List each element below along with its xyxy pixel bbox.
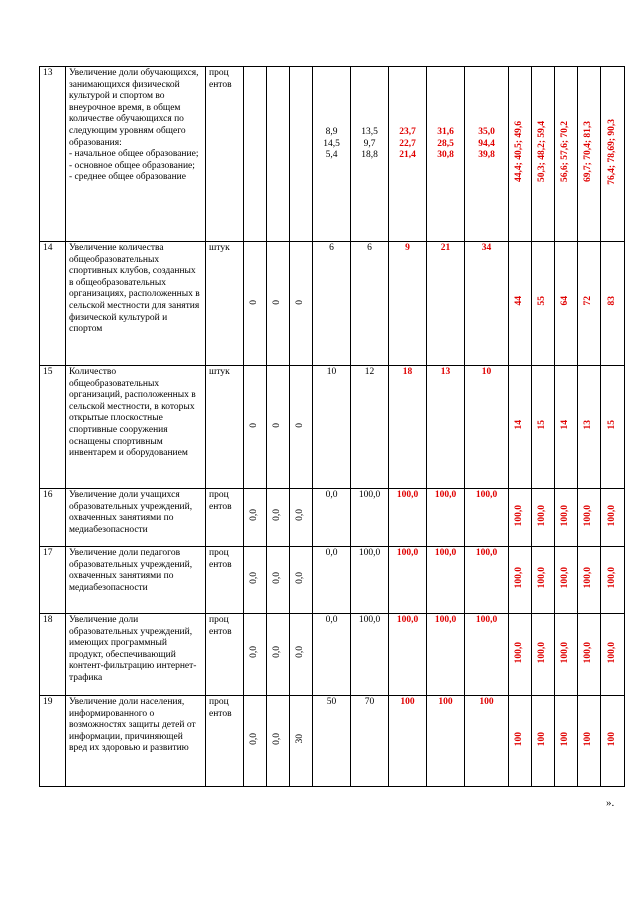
value-7-line: 30,8	[437, 150, 454, 161]
value-8-line: 100,0	[475, 615, 498, 625]
row-number: 17	[40, 547, 66, 614]
forecast-5	[601, 242, 625, 366]
value-6-line: 100,0	[396, 615, 419, 625]
forecast-2-text: 100,0	[537, 641, 548, 663]
base-value-1-text: 0,0	[249, 732, 260, 745]
table-row	[40, 366, 625, 489]
forecast-3	[555, 242, 578, 366]
value-6-line: 100,0	[396, 548, 419, 558]
forecast-3-text: 100,0	[560, 641, 571, 663]
forecast-3-text: 100,0	[560, 567, 571, 589]
forecast-3-text: 56,6; 57,6; 70,2	[560, 121, 571, 183]
value-8-line: 100,0	[475, 548, 498, 558]
value-4-line: 5,4	[325, 150, 338, 161]
forecast-2-text: 100,0	[537, 504, 548, 526]
value-7-line: 21	[440, 243, 451, 253]
base-value-2	[267, 67, 290, 242]
forecast-4	[578, 242, 601, 366]
value-5	[351, 489, 389, 547]
value-6	[389, 547, 427, 614]
base-value-2	[267, 242, 290, 366]
indicator-name: Увеличение доли педагогов образовательных учреждений, охваченных занятиями по медиабезопасности	[66, 547, 206, 614]
base-value-1-text: 0,0	[249, 509, 260, 522]
forecast-2-text: 55	[537, 296, 548, 306]
value-6	[389, 696, 427, 787]
forecast-4-text: 100,0	[583, 641, 594, 663]
value-4	[313, 489, 351, 547]
value-5-line: 100,0	[358, 548, 381, 558]
value-7	[427, 67, 465, 242]
forecast-1-text: 14	[514, 419, 525, 430]
base-value-1-text: 0,0	[249, 646, 260, 659]
value-7	[427, 547, 465, 614]
forecast-5-text: 100,0	[606, 504, 617, 526]
base-value-2	[267, 489, 290, 547]
base-value-1	[244, 489, 267, 547]
unit-cell: проц ентов	[206, 614, 244, 696]
value-4	[313, 547, 351, 614]
unit-cell: штук	[206, 366, 244, 489]
forecast-2-text: 100	[537, 731, 548, 746]
forecast-5	[601, 366, 625, 489]
value-8	[465, 614, 509, 696]
forecast-1	[509, 67, 532, 242]
row-number: 18	[40, 614, 66, 696]
value-6	[389, 366, 427, 489]
base-value-2-text: 0,0	[272, 571, 283, 584]
value-6-line: 23,7	[399, 127, 416, 138]
forecast-3	[555, 67, 578, 242]
base-value-3-text: 0	[295, 299, 306, 305]
indicator-name: Количество общеобразовательных организаций, расположенных в сельской местности, в которых открытые плоскостные спортивные сооружения оснащены спортивным инвентарем и оборудованием	[66, 366, 206, 489]
forecast-3	[555, 489, 578, 547]
value-5-line: 12	[364, 367, 375, 377]
forecast-4	[578, 696, 601, 787]
base-value-3-text: 0,0	[295, 509, 306, 522]
base-value-2-text: 0	[272, 423, 283, 429]
indicator-name: Увеличение доли обучающихся, занимающихся физической культурой и спортом во внеурочное время, в общем количестве обучающихся по следующим уровням общего образования: - начальное общее образование; - основное общее образование; - среднее общее образование	[66, 67, 206, 242]
value-7-line: 31,6	[437, 127, 454, 138]
value-5-line: 9,7	[363, 138, 376, 149]
value-7	[427, 696, 465, 787]
forecast-4-text: 72	[583, 296, 594, 306]
base-value-3-text: 0	[295, 423, 306, 429]
value-4-line: 0,0	[325, 615, 338, 625]
value-6	[389, 67, 427, 242]
value-8-line: 10	[481, 367, 492, 377]
forecast-1	[509, 614, 532, 696]
forecast-3-text: 100	[560, 731, 571, 746]
value-4-line: 14,5	[323, 138, 340, 149]
base-value-3-text: 30	[295, 733, 306, 744]
forecast-1-text: 100,0	[514, 641, 525, 663]
row-number: 15	[40, 366, 66, 489]
forecast-1	[509, 489, 532, 547]
forecast-3	[555, 614, 578, 696]
base-value-2-text: 0	[272, 299, 283, 305]
table-row	[40, 696, 625, 787]
value-4	[313, 242, 351, 366]
forecast-2	[532, 547, 555, 614]
value-7	[427, 614, 465, 696]
value-4-line: 50	[326, 697, 337, 707]
forecast-1-text: 44	[514, 296, 525, 306]
value-4-line: 6	[329, 243, 334, 253]
value-8	[465, 547, 509, 614]
unit-cell: проц ентов	[206, 489, 244, 547]
forecast-2	[532, 489, 555, 547]
base-value-2-text: 0,0	[272, 509, 283, 522]
forecast-1-text: 100,0	[514, 504, 525, 526]
forecast-1-text: 44,4; 40,5; 49,6	[514, 121, 525, 183]
forecast-5-text: 83	[606, 296, 617, 306]
value-7-line: 28,5	[437, 138, 454, 149]
base-value-3-text: 0,0	[295, 646, 306, 659]
value-6-line: 9	[405, 243, 410, 253]
value-5-line: 18,8	[361, 150, 378, 161]
value-5	[351, 242, 389, 366]
value-8	[465, 67, 509, 242]
value-8-line: 34	[481, 243, 492, 253]
base-value-1	[244, 67, 267, 242]
forecast-2	[532, 614, 555, 696]
value-6-line: 21,4	[399, 150, 416, 161]
value-7-line: 100,0	[434, 615, 457, 625]
value-8	[465, 696, 509, 787]
forecast-3	[555, 547, 578, 614]
value-5-line: 70	[364, 697, 375, 707]
value-5-line: 13,5	[361, 127, 378, 138]
forecast-4-text: 69,7; 70,4; 81,3	[583, 121, 594, 183]
value-8-line: 100	[479, 697, 494, 707]
value-8-line: 35,0	[478, 127, 495, 138]
value-6	[389, 489, 427, 547]
value-7-line: 100,0	[434, 490, 457, 500]
indicator-name: Увеличение доли населения, информированного о возможностях защиты детей от информации, причиняющей вред их здоровью и развитию	[66, 696, 206, 787]
forecast-1-text: 100	[514, 731, 525, 746]
unit-cell: проц ентов	[206, 696, 244, 787]
forecast-5	[601, 696, 625, 787]
table-body	[40, 67, 625, 787]
base-value-3	[290, 489, 313, 547]
forecast-4	[578, 489, 601, 547]
base-value-3	[290, 547, 313, 614]
forecast-4-text: 100	[583, 731, 594, 746]
forecast-2	[532, 696, 555, 787]
forecast-1	[509, 366, 532, 489]
base-value-1-text: 0	[249, 423, 260, 429]
unit-cell: проц ентов	[206, 547, 244, 614]
value-4-line: 8,9	[325, 127, 338, 138]
base-value-2-text: 0,0	[272, 646, 283, 659]
base-value-1	[244, 242, 267, 366]
base-value-1	[244, 366, 267, 489]
value-7-line: 100	[438, 697, 453, 707]
value-5	[351, 366, 389, 489]
value-8	[465, 366, 509, 489]
value-8-line: 94,4	[478, 138, 495, 149]
forecast-4	[578, 614, 601, 696]
value-8-line: 100,0	[475, 490, 498, 500]
base-value-1-text: 0,0	[249, 571, 260, 584]
value-6	[389, 614, 427, 696]
forecast-5	[601, 547, 625, 614]
value-6-line: 22,7	[399, 138, 416, 149]
unit-cell: штук	[206, 242, 244, 366]
value-6-line: 100,0	[396, 490, 419, 500]
forecast-2	[532, 242, 555, 366]
forecast-1-text: 100,0	[514, 567, 525, 589]
value-7-line: 13	[440, 367, 451, 377]
base-value-2	[267, 696, 290, 787]
forecast-2	[532, 366, 555, 489]
base-value-2	[267, 366, 290, 489]
value-6	[389, 242, 427, 366]
row-number: 13	[40, 67, 66, 242]
value-4-line: 10	[326, 367, 337, 377]
value-7	[427, 489, 465, 547]
forecast-3	[555, 366, 578, 489]
base-value-3	[290, 696, 313, 787]
value-4	[313, 696, 351, 787]
row-number: 19	[40, 696, 66, 787]
row-number: 14	[40, 242, 66, 366]
table-row	[40, 547, 625, 614]
indicators-table	[39, 66, 625, 787]
forecast-5-text: 15	[606, 419, 617, 430]
base-value-3	[290, 614, 313, 696]
indicator-name: Увеличение количества общеобразовательных спортивных клубов, созданных в общеобразовательных организациях, расположенных в сельской местности для занятия физической культурой и спортом	[66, 242, 206, 366]
forecast-5-text: 76,4; 78,69; 90,3	[606, 118, 617, 185]
value-8	[465, 242, 509, 366]
closing-quote: ».	[606, 797, 615, 809]
value-8	[465, 489, 509, 547]
forecast-4	[578, 366, 601, 489]
forecast-5	[601, 614, 625, 696]
row-number: 16	[40, 489, 66, 547]
value-4	[313, 614, 351, 696]
forecast-4	[578, 547, 601, 614]
forecast-4-text: 13	[583, 419, 594, 430]
value-6-line: 18	[402, 367, 413, 377]
forecast-2-text: 15	[537, 419, 548, 430]
value-8-line: 39,8	[478, 150, 495, 161]
base-value-2-text: 0,0	[272, 732, 283, 745]
value-5-line: 100,0	[358, 490, 381, 500]
base-value-1	[244, 696, 267, 787]
value-5	[351, 696, 389, 787]
forecast-4	[578, 67, 601, 242]
table-row	[40, 67, 625, 242]
forecast-5-text: 100	[606, 731, 617, 746]
forecast-3-text: 64	[560, 296, 571, 306]
value-4	[313, 67, 351, 242]
forecast-2-text: 50,3; 48,2; 59,4	[537, 121, 548, 183]
table-row	[40, 489, 625, 547]
forecast-4-text: 100,0	[583, 504, 594, 526]
table-row	[40, 242, 625, 366]
base-value-3	[290, 366, 313, 489]
indicator-name: Увеличение доли учащихся образовательных учреждений, охваченных занятиями по медиабезопасности	[66, 489, 206, 547]
base-value-3-text: 0,0	[295, 571, 306, 584]
forecast-3-text: 100,0	[560, 504, 571, 526]
base-value-3	[290, 242, 313, 366]
indicator-name: Увеличение доли образовательных учреждений, имеющих программный продукт, обеспечивающий контент-фильтрацию интернет-трафика	[66, 614, 206, 696]
value-5	[351, 67, 389, 242]
forecast-5-text: 100,0	[606, 567, 617, 589]
forecast-2	[532, 67, 555, 242]
value-5-line: 6	[367, 243, 372, 253]
unit-cell: проц ентов	[206, 67, 244, 242]
forecast-1	[509, 696, 532, 787]
forecast-3	[555, 696, 578, 787]
base-value-1	[244, 614, 267, 696]
value-7	[427, 366, 465, 489]
value-6-line: 100	[400, 697, 415, 707]
forecast-2-text: 100,0	[537, 567, 548, 589]
forecast-4-text: 100,0	[583, 567, 594, 589]
forecast-3-text: 14	[560, 419, 571, 430]
base-value-2	[267, 614, 290, 696]
forecast-5	[601, 489, 625, 547]
value-5	[351, 614, 389, 696]
base-value-3	[290, 67, 313, 242]
value-7-line: 100,0	[434, 548, 457, 558]
forecast-1	[509, 242, 532, 366]
base-value-1-text: 0	[249, 299, 260, 305]
base-value-2	[267, 547, 290, 614]
value-4-line: 0,0	[325, 548, 338, 558]
forecast-5-text: 100,0	[606, 641, 617, 663]
base-value-1	[244, 547, 267, 614]
value-5	[351, 547, 389, 614]
value-4	[313, 366, 351, 489]
table-row	[40, 614, 625, 696]
forecast-5	[601, 67, 625, 242]
forecast-1	[509, 547, 532, 614]
value-4-line: 0,0	[325, 490, 338, 500]
value-7	[427, 242, 465, 366]
value-5-line: 100,0	[358, 615, 381, 625]
